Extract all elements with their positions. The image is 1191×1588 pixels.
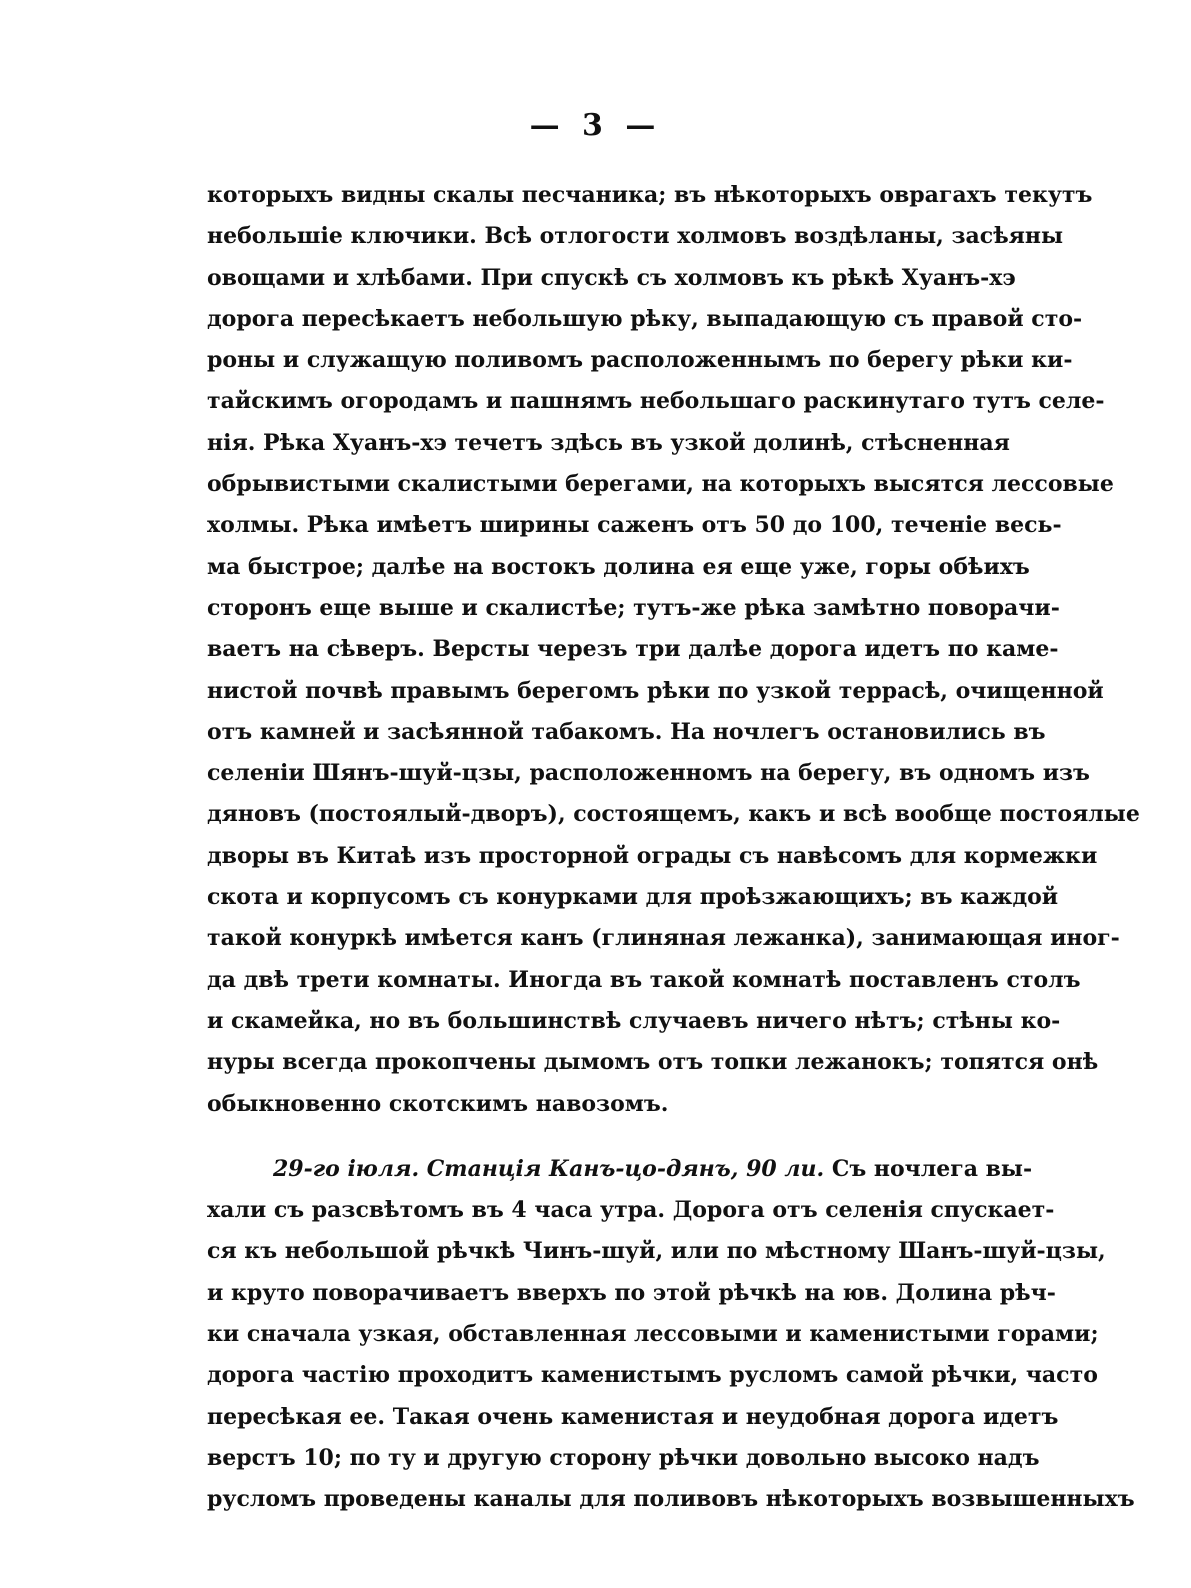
- text-line: ки сначала узкая, обставленная лессовыми и каменистыми горами;: [207, 1321, 1099, 1348]
- text-line: тайскимъ огородамъ и пашнямъ небольшаго раскинутаго тутъ селе-: [207, 388, 1105, 415]
- text-line: дорога пересѣкаетъ небольшую рѣку, выпадающую съ правой сто-: [207, 305, 1083, 332]
- text-line: такой конуркѣ имѣется канъ (глиняная лежанка), занимающая иног-: [207, 925, 1120, 952]
- text-fragment: Съ ночлега вы-: [824, 1155, 1033, 1182]
- text-line: селеніи Шянъ-шуй-цзы, расположенномъ на берегу, въ одномъ изъ: [207, 760, 1090, 787]
- text-line: которыхъ видны скалы песчаника; въ нѣкоторыхъ оврагахъ текутъ: [207, 182, 1093, 208]
- text-line: нуры всегда прокопчены дымомъ отъ топки лежанокъ; топятся онѣ: [207, 1049, 1099, 1076]
- text-line: и круто поворачиваетъ вверхъ по этой рѣчкѣ на юв. Долина рѣч-: [207, 1279, 1056, 1306]
- text-line: дворы въ Китаѣ изъ просторной ограды съ навѣсомъ для кормежки: [207, 842, 1098, 869]
- paragraph-1: [207, 175, 1140, 1125]
- text-line: холмы. Рѣка имѣетъ ширины саженъ отъ 50 до 100, теченіе весь-: [207, 512, 1062, 539]
- paragraph-2: [207, 1149, 1135, 1521]
- text-line: отъ камней и засѣянной табакомъ. На ночлегъ остановились въ: [207, 718, 1046, 745]
- text-line: обыкновенно скотскимъ навозомъ.: [207, 1090, 669, 1117]
- text-line: и скамейка, но въ большинствѣ случаевъ ничего нѣтъ; стѣны ко-: [207, 1007, 1061, 1034]
- text-line: овощами и хлѣбами. При спускѣ съ холмовъ къ рѣкѣ Хуанъ-хэ: [207, 264, 1016, 291]
- text-line: пересѣкая ее. Такая очень каменистая и неудобная дорога идетъ: [207, 1403, 1059, 1430]
- page-number: — 3 —: [529, 108, 662, 143]
- text-line: да двѣ трети комнаты. Иногда въ такой комнатѣ поставленъ столъ: [207, 966, 1081, 993]
- text-line: небольшіе ключики. Всѣ отлогости холмовъ воздѣланы, засѣяны: [207, 223, 1064, 250]
- paragraph-2-first-line: [207, 1149, 1033, 1190]
- text-line: верстъ 10; по ту и другую сторону рѣчки довольно высоко надъ: [207, 1444, 1040, 1471]
- text-line: хали съ разсвѣтомъ въ 4 часа утра. Дорога отъ селенія спускает-: [207, 1197, 1055, 1224]
- text-line: ма быстрое; далѣе на востокъ долина ея еще уже, горы обѣихъ: [207, 553, 1030, 580]
- text-line: дорога частію проходитъ каменистымъ русломъ самой рѣчки, часто: [207, 1362, 1098, 1389]
- dateline: 29-го іюля. Станція Канъ-цо-дянъ, 90 ли.: [273, 1155, 825, 1182]
- text-line: ваетъ на сѣверъ. Версты черезъ три далѣе дорога идетъ по каме-: [207, 636, 1059, 663]
- text-line: дяновъ (постоялый-дворъ), состоящемъ, какъ и всѣ вообще постоялые: [207, 801, 1140, 828]
- text-line: нистой почвѣ правымъ берегомъ рѣки по узкой террасѣ, очищенной: [207, 677, 1104, 704]
- text-line: сторонъ еще выше и скалистѣе; тутъ-же рѣка замѣтно поворачи-: [207, 594, 1060, 621]
- text-line: ся къ небольшой рѣчкѣ Чинъ-шуй, или по мѣстному Шанъ-шуй-цзы,: [207, 1238, 1106, 1265]
- text-line: роны и служащую поливомъ расположеннымъ по берегу рѣки ки-: [207, 347, 1073, 374]
- text-line: нія. Рѣка Хуанъ-хэ течетъ здѣсь въ узкой долинѣ, стѣсненная: [207, 429, 1010, 456]
- text-line: скота и корпусомъ съ конурками для проѣзжающихъ; въ каждой: [207, 884, 1059, 911]
- text-line: русломъ проведены каналы для поливовъ нѣкоторыхъ возвышенныхъ: [207, 1486, 1135, 1513]
- text-line: обрывистыми скалистыми берегами, на которыхъ высятся лессовые: [207, 471, 1114, 498]
- page-body: [207, 175, 1140, 1521]
